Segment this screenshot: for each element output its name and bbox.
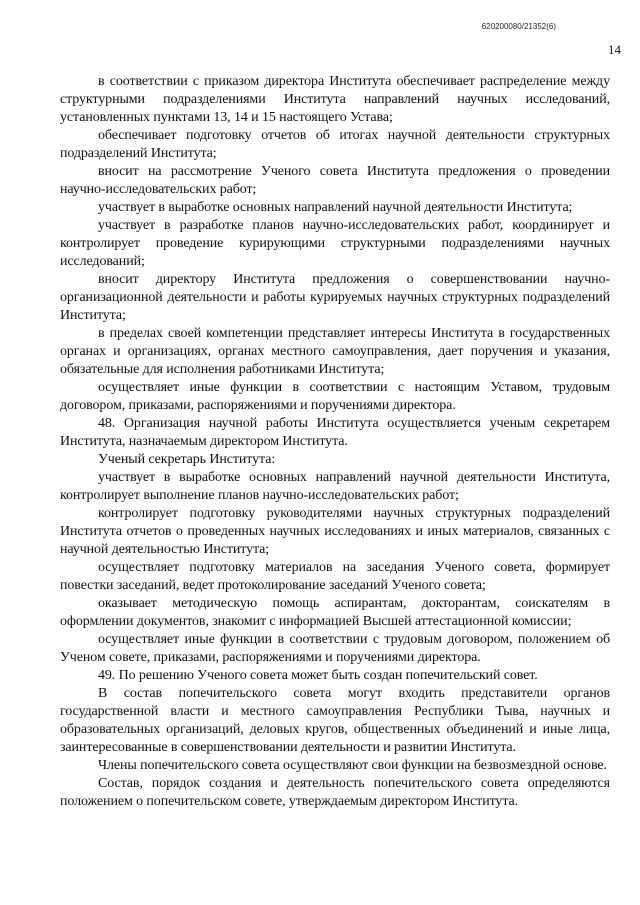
paragraph: оказывает методическую помощь аспирантам, докторантам, соискателям в оформлении документов, знакомит с информацией Высшей аттестационной комиссии; — [60, 596, 610, 629]
paragraph: обеспечивает подготовку отчетов об итогах научной деятельности структурных подразделений Института; — [60, 128, 610, 161]
paragraph: В состав попечительского совета могут входить представители органов государственной власти и местного самоуправления Республики Тыва, научных и образовательных организаций, деловых кругов, общественных объединений и иные лица, заинтересованные в совершенствовании деятельности и развитии Института. — [60, 686, 610, 755]
paragraph: Состав, порядок создания и деятельность попечительского совета определяются положением о попечительском совете, утверждаемым директором Института. — [60, 776, 610, 809]
page-number: 14 — [608, 42, 621, 57]
paragraph: осуществляет иные функции в соответствии с трудовым договором, положением об Ученом совете, приказами, распоряжениями и поручениями директора. — [60, 632, 610, 665]
paragraph: осуществляет иные функции в соответствии с настоящим Уставом, трудовым договором, приказами, распоряжениями и поручениями директора. — [60, 380, 610, 413]
paragraph: участвует в выработке основных направлений научной деятельности Института, контролирует выполнение планов научно-исследовательских работ; — [60, 470, 610, 503]
section-48-paragraph: 48. Организация научной работы Института осуществляется ученым секретарем Института, назначаемым директором Института. — [60, 416, 610, 449]
document-code: 620200080/21352(6) — [481, 22, 556, 31]
document-body — [60, 73, 610, 811]
paragraph: контролирует подготовку руководителями научных структурных подразделений Института отчетов о проведенных научных исследованиях и иных материалов, связанных с научной деятельностью Института; — [60, 506, 610, 557]
paragraph: Члены попечительского совета осуществляют свои функции на безвозмездной основе. — [98, 758, 607, 773]
paragraph: участвует в выработке основных направлений научной деятельности Института; — [98, 200, 573, 215]
section-49-paragraph: 49. По решению Ученого совета может быть создан попечительский совет. — [98, 668, 538, 683]
paragraph: вносит директору Института предложения о совершенствовании научно-организационной деятельности и работы курируемых научных структурных подразделений Института; — [60, 272, 610, 323]
paragraph: вносит на рассмотрение Ученого совета Института предложения о проведении научно-исследовательских работ; — [60, 164, 610, 197]
paragraph: в пределах своей компетенции представляет интересы Института в государственных органах и организациях, органах местного самоуправления, дает поручения и указания, обязательные для исполнения работниками Института; — [60, 326, 610, 377]
paragraph: осуществляет подготовку материалов на заседания Ученого совета, формирует повестки заседаний, ведет протоколирование заседаний Ученого совета; — [60, 560, 610, 593]
paragraph: в соответствии с приказом директора Института обеспечивает распределение между структурными подразделениями Института направлений научных исследований, установленных пунктами 13, 14 и 15 настоящего Устава; — [60, 74, 610, 125]
paragraph: Ученый секретарь Института: — [98, 452, 276, 467]
paragraph: участвует в разработке планов научно-исследовательских работ, координирует и контролирует проведение курирующими структурными подразделениями научных исследований; — [60, 218, 610, 269]
